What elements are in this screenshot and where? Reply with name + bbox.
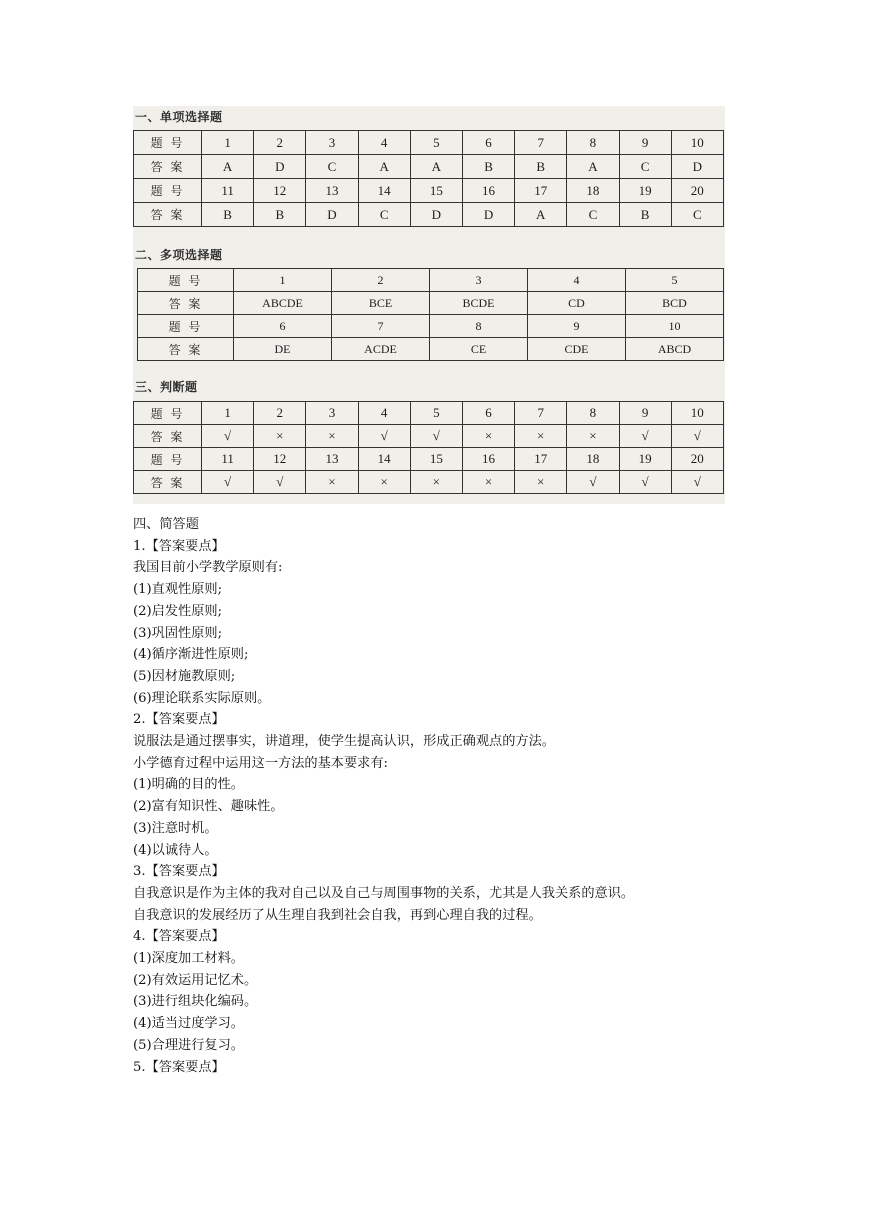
answer-line: 5.【答案要点】 (133, 1059, 225, 1075)
question-number-cell: 1 (234, 269, 332, 292)
answer-cell: × (515, 425, 567, 448)
answer-cell: √ (202, 471, 254, 494)
answer-cell: C (306, 155, 358, 179)
answer-cell: B (202, 203, 254, 227)
short-answer-section (133, 514, 753, 1078)
answer-line: 4.【答案要点】 (133, 929, 225, 945)
question-number-cell: 11 (202, 448, 254, 471)
answer-line: 说服法是通过摆事实，讲道理，使学生提高认识，形成正确观点的方法。 (133, 734, 555, 750)
question-number-cell: 15 (410, 448, 462, 471)
question-number-cell: 16 (462, 448, 514, 471)
question-number-cell: 4 (358, 402, 410, 425)
question-number-cell: 7 (515, 402, 567, 425)
question-number-cell: 17 (515, 448, 567, 471)
answer-cell: B (462, 155, 514, 179)
answer-line: (6)理论联系实际原则。 (133, 690, 271, 706)
question-number-cell: 9 (619, 402, 671, 425)
question-number-cell: 4 (358, 131, 410, 155)
question-number-cell: 2 (332, 269, 430, 292)
answer-line: 自我意识的发展经历了从生理自我到社会自我，再到心理自我的过程。 (133, 907, 542, 923)
question-number-cell: 19 (619, 448, 671, 471)
answer-cell: B (254, 203, 306, 227)
number-row (134, 131, 724, 155)
answer-cell: A (515, 203, 567, 227)
row-label: 答 案 (138, 292, 234, 315)
question-number-cell: 6 (462, 402, 514, 425)
answer-cell: D (462, 203, 514, 227)
question-number-cell: 7 (515, 131, 567, 155)
question-number-cell: 5 (410, 402, 462, 425)
answer-cell: C (619, 155, 671, 179)
question-number-cell: 5 (410, 131, 462, 155)
row-label: 答 案 (138, 338, 234, 361)
answer-cell: × (462, 471, 514, 494)
answer-line: (1)明确的目的性。 (133, 777, 244, 793)
question-number-cell: 3 (306, 131, 358, 155)
row-label: 题 号 (138, 269, 234, 292)
answer-cell: C (358, 203, 410, 227)
question-number-cell: 20 (671, 448, 723, 471)
answer-cell: × (515, 471, 567, 494)
question-number-cell: 3 (430, 269, 528, 292)
answer-line: 3.【答案要点】 (133, 864, 225, 880)
answer-key-scan (133, 106, 725, 504)
question-number-cell: 5 (626, 269, 724, 292)
question-number-cell: 7 (332, 315, 430, 338)
row-label: 题 号 (134, 131, 202, 155)
question-number-cell: 9 (619, 131, 671, 155)
row-label: 答 案 (134, 155, 202, 179)
row-label: 题 号 (138, 315, 234, 338)
question-number-cell: 13 (306, 179, 358, 203)
question-number-cell: 11 (202, 179, 254, 203)
question-number-cell: 2 (254, 131, 306, 155)
answer-line: (4)适当过度学习。 (133, 1016, 244, 1032)
answer-cell: D (306, 203, 358, 227)
answer-cell: B (515, 155, 567, 179)
number-row (134, 179, 724, 203)
question-number-cell: 9 (528, 315, 626, 338)
answer-cell: D (410, 203, 462, 227)
answer-line: (4)循序渐进性原则; (133, 647, 249, 663)
answer-cell: √ (671, 471, 723, 494)
true-false-table (133, 401, 724, 494)
answer-cell: × (567, 425, 619, 448)
answer-cell: × (306, 425, 358, 448)
answer-cell: × (462, 425, 514, 448)
row-label: 答 案 (134, 425, 202, 448)
answer-cell: √ (619, 425, 671, 448)
single-choice-table (133, 130, 724, 227)
row-label: 题 号 (134, 402, 202, 425)
question-number-cell: 10 (671, 402, 723, 425)
multi-choice-table (137, 268, 724, 361)
answer-line: 1.【答案要点】 (133, 538, 225, 554)
answer-cell: D (254, 155, 306, 179)
answer-cell: C (671, 203, 723, 227)
question-number-cell: 4 (528, 269, 626, 292)
answer-cell: CDE (528, 338, 626, 361)
answer-cell: × (306, 471, 358, 494)
question-number-cell: 1 (202, 402, 254, 425)
answer-row (134, 155, 724, 179)
question-number-cell: 8 (567, 131, 619, 155)
question-number-cell: 17 (515, 179, 567, 203)
answer-line: 我国目前小学教学原则有: (133, 560, 283, 576)
answer-line: (1)直观性原则; (133, 582, 223, 598)
answer-line: (1)深度加工材料。 (133, 951, 244, 967)
question-number-cell: 20 (671, 179, 723, 203)
question-number-cell: 6 (234, 315, 332, 338)
single-choice-title: 一、单项选择题 (135, 110, 223, 124)
answer-cell: BCE (332, 292, 430, 315)
number-row (134, 448, 724, 471)
answer-cell: A (410, 155, 462, 179)
answer-cell: A (567, 155, 619, 179)
answer-cell: CE (430, 338, 528, 361)
question-number-cell: 18 (567, 448, 619, 471)
answer-line: 四、简答题 (133, 517, 199, 532)
answer-cell: √ (410, 425, 462, 448)
answer-line: (5)合理进行复习。 (133, 1037, 244, 1053)
answer-cell: D (671, 155, 723, 179)
row-label: 答 案 (134, 203, 202, 227)
answer-cell: B (619, 203, 671, 227)
question-number-cell: 10 (626, 315, 724, 338)
answer-line: (3)巩固性原则; (133, 625, 223, 641)
question-number-cell: 14 (358, 448, 410, 471)
question-number-cell: 14 (358, 179, 410, 203)
answer-cell: √ (567, 471, 619, 494)
question-number-cell: 8 (430, 315, 528, 338)
question-number-cell: 16 (462, 179, 514, 203)
answer-line: (2)有效运用记忆术。 (133, 972, 258, 988)
number-row (138, 269, 724, 292)
answer-cell: √ (254, 471, 306, 494)
answer-line: 小学德育过程中运用这一方法的基本要求有: (133, 755, 389, 771)
multi-choice-title: 二、多项选择题 (135, 248, 223, 262)
question-number-cell: 1 (202, 131, 254, 155)
answer-cell: A (202, 155, 254, 179)
question-number-cell: 2 (254, 402, 306, 425)
answer-cell: DE (234, 338, 332, 361)
question-number-cell: 6 (462, 131, 514, 155)
question-number-cell: 13 (306, 448, 358, 471)
answer-line: (2)富有知识性、趣味性。 (133, 799, 284, 815)
answer-cell: BCD (626, 292, 724, 315)
number-row (138, 315, 724, 338)
answer-cell: BCDE (430, 292, 528, 315)
answer-row (134, 425, 724, 448)
answer-row (138, 292, 724, 315)
answer-cell: √ (358, 425, 410, 448)
answer-cell: A (358, 155, 410, 179)
answer-row (138, 338, 724, 361)
answer-row (134, 203, 724, 227)
row-label: 答 案 (134, 471, 202, 494)
answer-line: (3)注意时机。 (133, 820, 218, 836)
question-number-cell: 19 (619, 179, 671, 203)
true-false-title: 三、判断题 (135, 380, 198, 394)
answer-line: (2)启发性原则; (133, 603, 223, 619)
answer-line: 自我意识是作为主体的我对自己以及自己与周围事物的关系，尤其是人我关系的意识。 (133, 885, 635, 901)
question-number-cell: 8 (567, 402, 619, 425)
answer-cell: × (358, 471, 410, 494)
question-number-cell: 18 (567, 179, 619, 203)
question-number-cell: 15 (410, 179, 462, 203)
question-number-cell: 3 (306, 402, 358, 425)
answer-cell: ABCD (626, 338, 724, 361)
number-row (134, 402, 724, 425)
row-label: 题 号 (134, 179, 202, 203)
question-number-cell: 12 (254, 448, 306, 471)
answer-line: (5)因材施教原则; (133, 668, 236, 684)
answer-row (134, 471, 724, 494)
answer-cell: CD (528, 292, 626, 315)
answer-line: (4)以诚待人。 (133, 842, 218, 858)
answer-cell: √ (619, 471, 671, 494)
question-number-cell: 10 (671, 131, 723, 155)
answer-line: 2.【答案要点】 (133, 712, 225, 728)
answer-line: (3)进行组块化编码。 (133, 994, 258, 1010)
answer-cell: √ (202, 425, 254, 448)
row-label: 题 号 (134, 448, 202, 471)
answer-cell: ABCDE (234, 292, 332, 315)
answer-cell: × (410, 471, 462, 494)
answer-cell: ACDE (332, 338, 430, 361)
answer-cell: √ (671, 425, 723, 448)
answer-cell: C (567, 203, 619, 227)
question-number-cell: 12 (254, 179, 306, 203)
answer-cell: × (254, 425, 306, 448)
